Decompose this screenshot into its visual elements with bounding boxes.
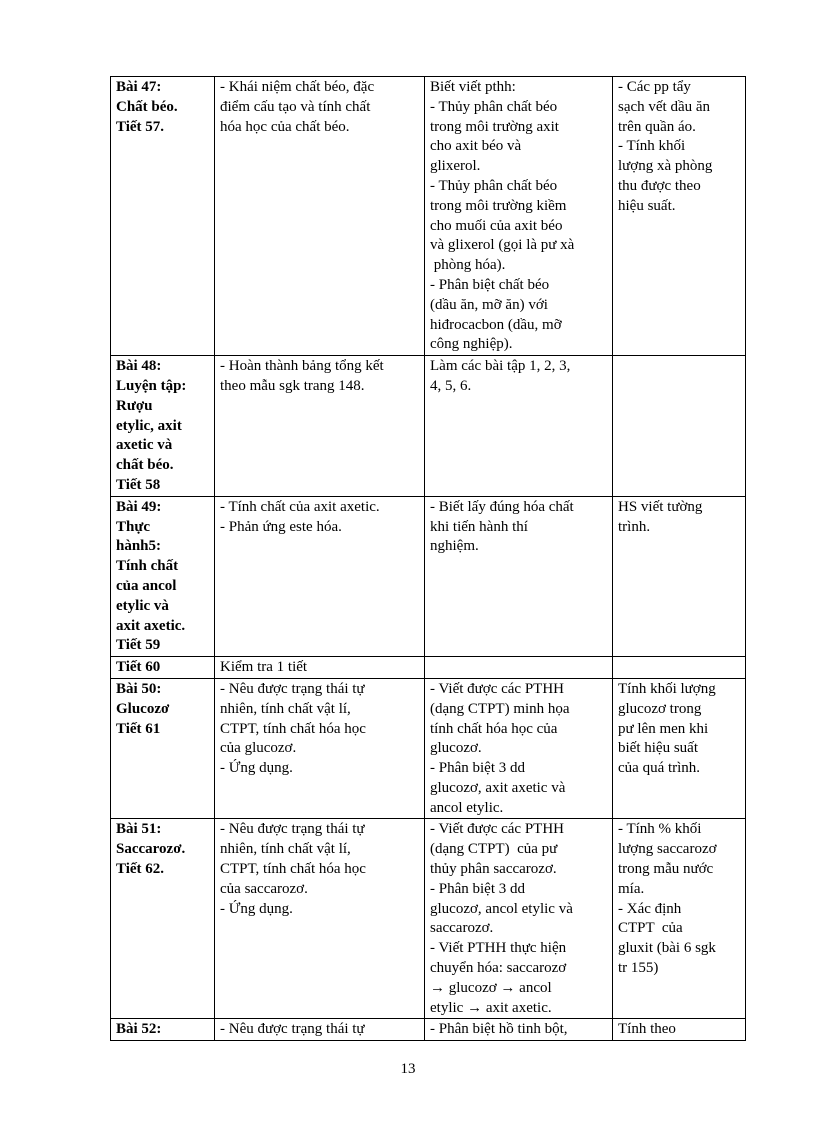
lesson-cell: Bài 48: Luyện tập: Rượu etylic, axit axetic và chất béo. Tiết 58: [111, 356, 215, 497]
knowledge-cell: - Nêu được trạng thái tự nhiên, tính chất vật lí, CTPT, tính chất hóa học của glucozơ. - Ứng dụng.: [215, 678, 425, 819]
knowledge-cell: - Hoàn thành bảng tổng kết theo mẫu sgk trang 148.: [215, 356, 425, 497]
skills-cell: - Viết được các PTHH (dạng CTPT) của pư thủy phân saccarozơ. - Phân biệt 3 dd glucozơ, ancol etylic và saccarozơ. - Viết PTHH thực hiện chuyển hóa: saccarozơ → glucozơ → ancol etylic → axit axetic.: [425, 819, 613, 1019]
lesson-cell: Bài 49: Thực hành5: Tính chất của ancol etylic và axit axetic. Tiết 59: [111, 496, 215, 656]
skills-cell: Biết viết pthh: - Thủy phân chất béo trong môi trường axit cho axit béo và glixerol. - Thủy phân chất béo trong môi trường kiềm cho muối của axit béo và glixerol (gọi là pư xà phòng hóa). - Phân biệt chất béo (dầu ăn, mỡ ăn) với hiđrocacbon (dầu, mỡ công nghiệp).: [425, 77, 613, 356]
table-row: [111, 356, 746, 497]
skills-cell: - Viết được các PTHH (dạng CTPT) minh họa tính chất hóa học của glucozơ. - Phân biệt 3 dd glucozơ, axit axetic và ancol etylic.: [425, 678, 613, 819]
notes-cell: [613, 356, 746, 497]
lesson-cell: Tiết 60: [111, 657, 215, 679]
table-row: [111, 819, 746, 1019]
skills-cell: - Biết lấy đúng hóa chất khi tiến hành thí nghiệm.: [425, 496, 613, 656]
lesson-cell: Bài 50: Glucozơ Tiết 61: [111, 678, 215, 819]
skills-cell: Làm các bài tập 1, 2, 3, 4, 5, 6.: [425, 356, 613, 497]
lesson-cell: Bài 47: Chất béo. Tiết 57.: [111, 77, 215, 356]
notes-cell: Tính theo: [613, 1019, 746, 1041]
notes-cell: - Tính % khối lượng saccarozơ trong mẫu nước mía. - Xác định CTPT của gluxit (bài 6 sgk tr 155): [613, 819, 746, 1019]
curriculum-table: [110, 76, 746, 1041]
skills-cell: - Phân biệt hồ tinh bột,: [425, 1019, 613, 1041]
table-row: [111, 678, 746, 819]
lesson-cell: Bài 52:: [111, 1019, 215, 1041]
knowledge-cell: - Tính chất của axit axetic. - Phản ứng este hóa.: [215, 496, 425, 656]
page-number: 13: [400, 1061, 416, 1077]
knowledge-cell: - Nêu được trạng thái tự nhiên, tính chất vật lí, CTPT, tính chất hóa học của saccarozơ. - Ứng dụng.: [215, 819, 425, 1019]
skills-cell: [425, 657, 613, 679]
notes-cell: HS viết tường trình.: [613, 496, 746, 656]
notes-cell: [613, 657, 746, 679]
table-row: [111, 1019, 746, 1041]
knowledge-cell: Kiểm tra 1 tiết: [215, 657, 425, 679]
notes-cell: Tính khối lượng glucozơ trong pư lên men khi biết hiệu suất của quá trình.: [613, 678, 746, 819]
knowledge-cell: - Khái niệm chất béo, đặc điểm cấu tạo và tính chất hóa học của chất béo.: [215, 77, 425, 356]
knowledge-cell: - Nêu được trạng thái tự: [215, 1019, 425, 1041]
table-row: [111, 496, 746, 656]
table-body: [111, 77, 746, 1041]
notes-cell: - Các pp tẩy sạch vết dầu ăn trên quần áo. - Tính khối lượng xà phòng thu được theo hiệu suất.: [613, 77, 746, 356]
table-row: [111, 77, 746, 356]
lesson-cell: Bài 51: Saccarozơ. Tiết 62.: [111, 819, 215, 1019]
table-row: [111, 657, 746, 679]
